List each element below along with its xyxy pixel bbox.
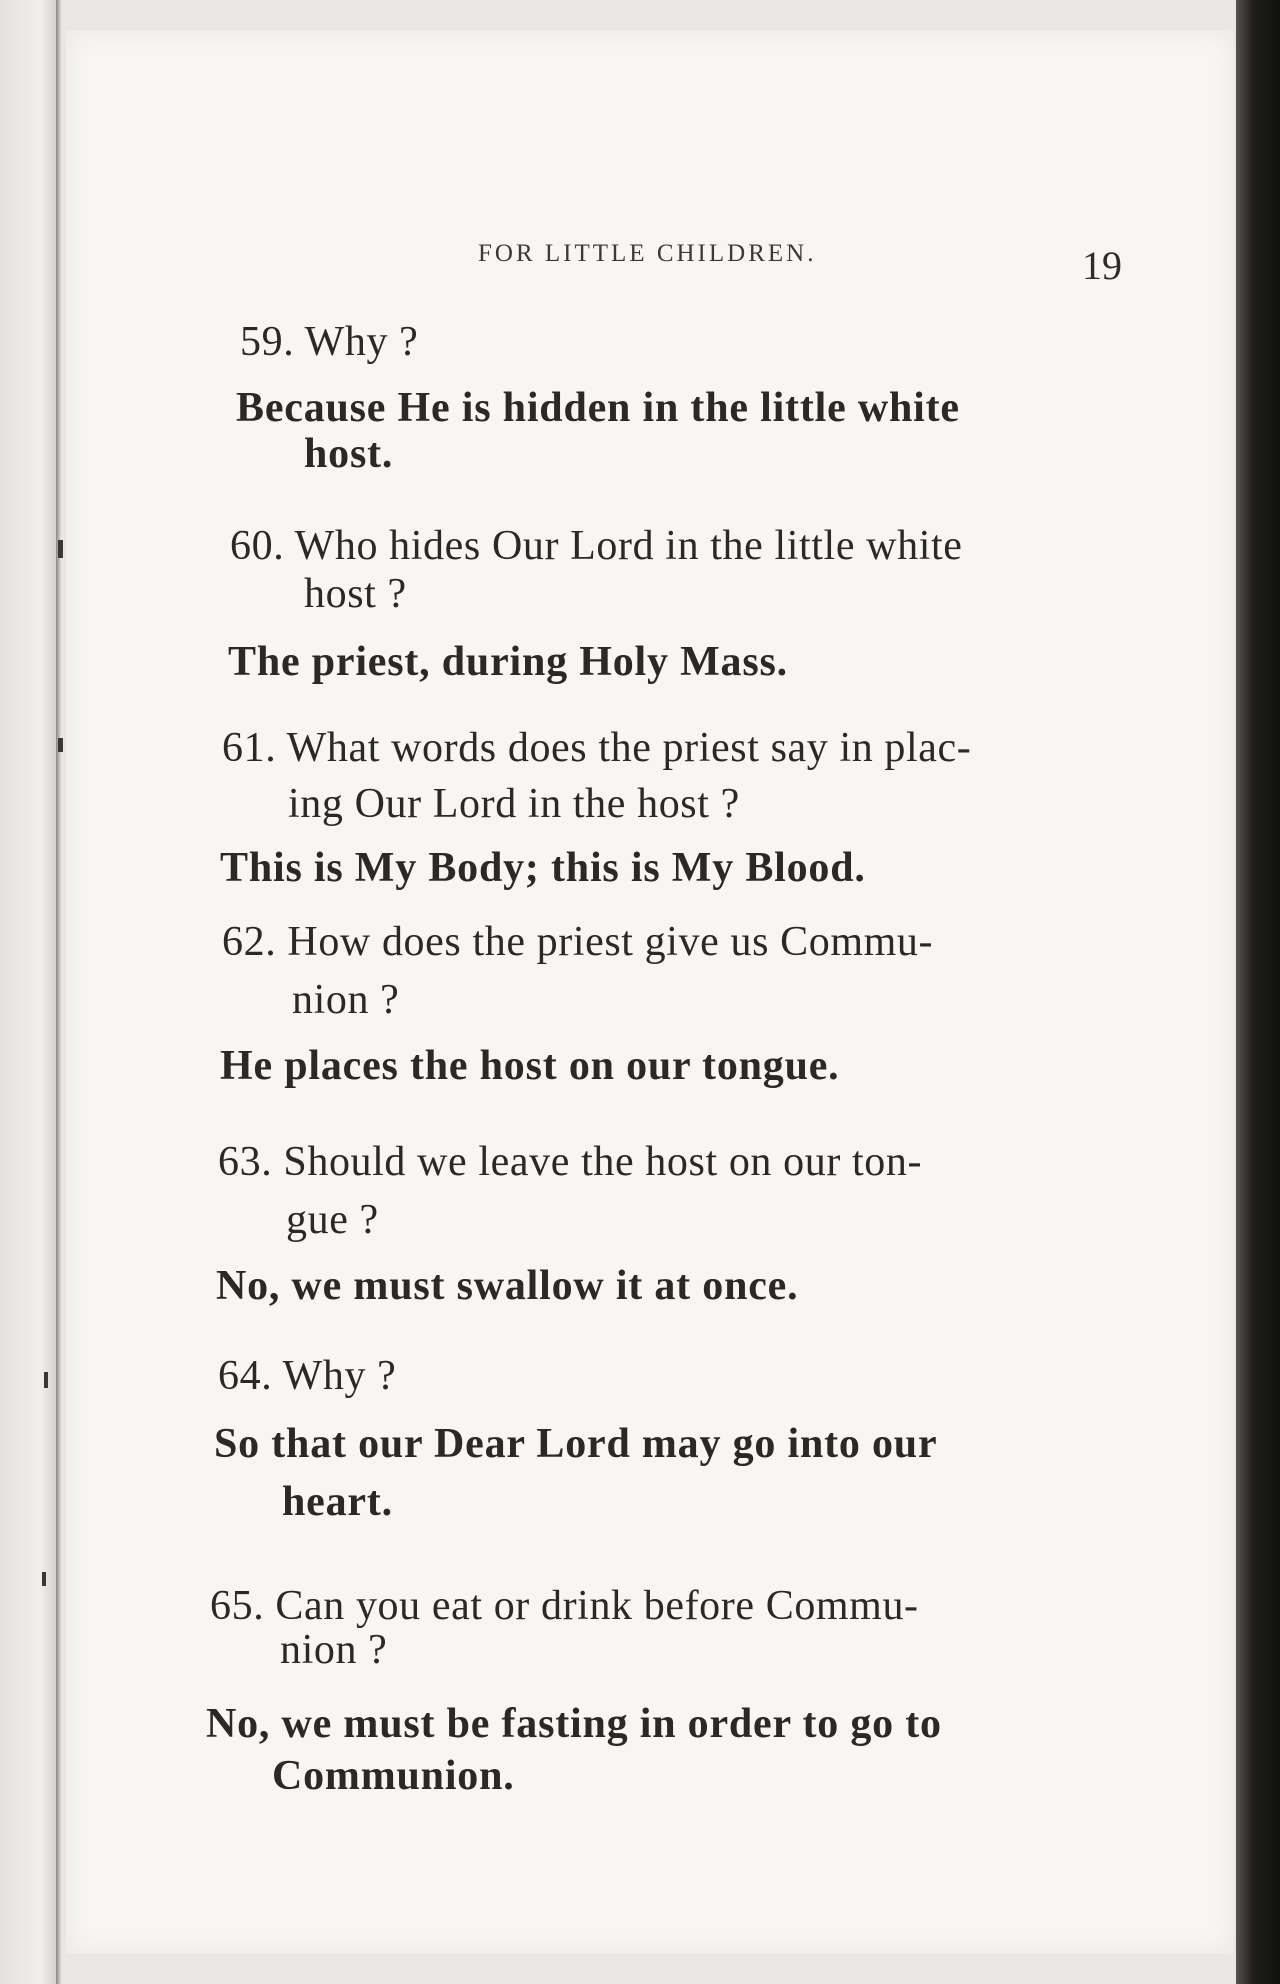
answer-65-cont: Communion.	[272, 1753, 515, 1799]
answer-59: Because He is hidden in the little white	[236, 385, 960, 431]
answer-62: He places the host on our tongue.	[220, 1043, 840, 1089]
answer-60: The priest, during Holy Mass.	[228, 639, 788, 685]
question-61-cont: ing Our Lord in the host ?	[288, 781, 740, 827]
question-62-cont: nion ?	[292, 977, 400, 1023]
question-62: 62. How does the priest give us Commu-	[222, 919, 934, 965]
scan-shadow-edge	[1236, 0, 1280, 1984]
question-65: 65. Can you eat or drink before Commu-	[210, 1583, 919, 1629]
question-59: 59. Why ?	[240, 319, 419, 365]
binding-mark	[58, 738, 63, 752]
running-header: FOR LITTLE CHILDREN.	[478, 240, 817, 267]
answer-65: No, we must be fasting in order to go to	[206, 1701, 942, 1747]
question-63: 63. Should we leave the host on our ton-	[218, 1139, 923, 1185]
question-65-cont: nion ?	[280, 1627, 388, 1673]
question-61: 61. What words does the priest say in plac-	[222, 725, 972, 771]
question-63-cont: gue ?	[286, 1197, 379, 1243]
page-number: 19	[1082, 243, 1122, 288]
binding-mark	[58, 540, 63, 558]
page-fold-edge	[56, 0, 62, 1984]
answer-61: This is My Body; this is My Blood.	[220, 845, 866, 891]
question-64: 64. Why ?	[218, 1353, 397, 1399]
question-60-cont: host ?	[304, 571, 407, 617]
binding-mark	[44, 1372, 48, 1388]
answer-59-cont: host.	[304, 431, 394, 477]
question-60: 60. Who hides Our Lord in the little white	[230, 523, 963, 569]
answer-63: No, we must swallow it at once.	[216, 1263, 799, 1309]
binding-gutter	[0, 0, 58, 1984]
answer-64: So that our Dear Lord may go into our	[214, 1421, 938, 1467]
answer-64-cont: heart.	[282, 1479, 393, 1525]
binding-mark	[42, 1572, 46, 1586]
